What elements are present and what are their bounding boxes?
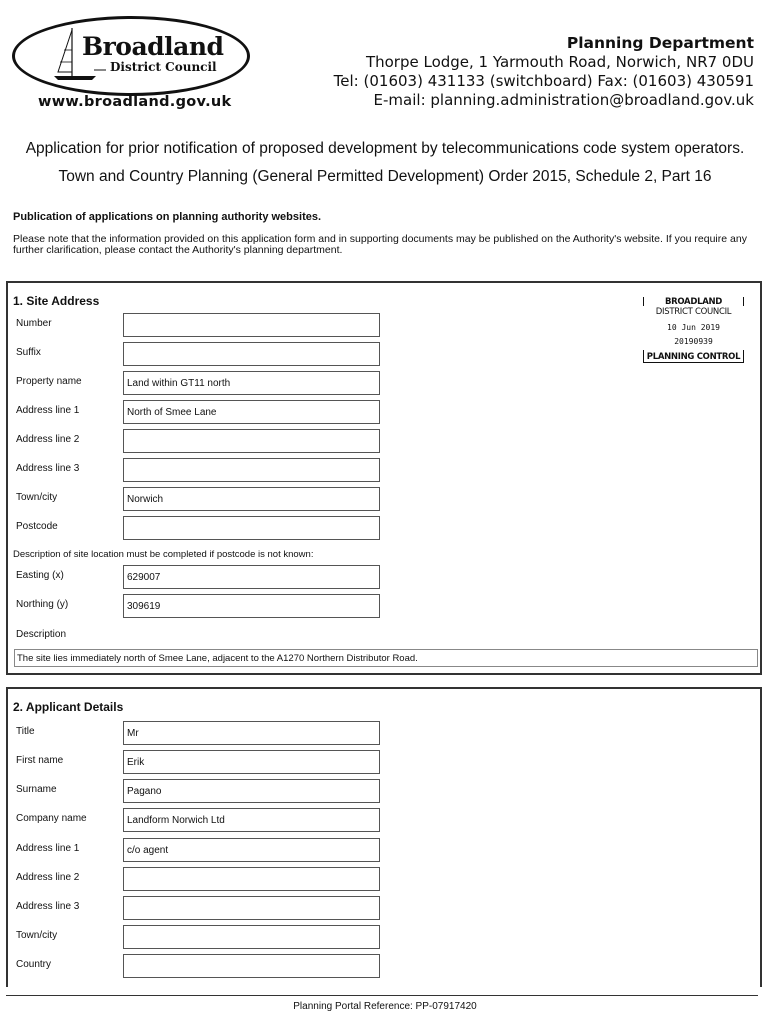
footer-divider — [6, 995, 758, 996]
department-name: Planning Department — [566, 34, 754, 52]
field-label: Easting (x) — [16, 570, 64, 581]
field-label: Title — [16, 726, 35, 737]
address-line2-field[interactable] — [123, 429, 380, 453]
company-name-field[interactable]: Landform Norwich Ltd — [123, 808, 380, 832]
department-phone: Tel: (01603) 431133 (switchboard) Fax: (01603) 430591 — [333, 72, 754, 90]
stamp-ref: 20190939 — [674, 337, 713, 346]
field-label: Town/city — [16, 930, 58, 941]
field-label: First name — [16, 755, 64, 766]
town-city-field[interactable] — [123, 925, 380, 949]
northing-field[interactable]: 309619 — [123, 594, 380, 618]
address-line1-field[interactable]: North of Smee Lane — [123, 400, 380, 424]
description-label: Description — [16, 629, 67, 640]
field-label: Address line 2 — [16, 872, 80, 883]
field-label: Address line 3 — [16, 901, 80, 912]
field-label: Northing (y) — [16, 599, 69, 610]
suffix-field[interactable] — [123, 342, 380, 366]
field-label: Address line 3 — [16, 463, 80, 474]
surname-field[interactable]: Pagano — [123, 779, 380, 803]
field-label: Surname — [16, 784, 57, 795]
location-note: Description of site location must be completed if postcode is not known: — [13, 549, 314, 560]
field-label: Number — [16, 318, 52, 329]
stamp-date: 10 Jun 2019 — [667, 323, 720, 332]
address-line1-field[interactable]: c/o agent — [123, 838, 380, 862]
field-label: Country — [16, 959, 52, 970]
site-address-section — [6, 281, 762, 675]
logo-title: Broadland — [82, 32, 224, 61]
department-email[interactable]: E-mail: planning.administration@broadland.gov.uk — [373, 91, 754, 109]
field-label: Postcode — [16, 521, 58, 532]
address-line3-field[interactable] — [123, 896, 380, 920]
description-field[interactable]: The site lies immediately north of Smee Lane, adjacent to the A1270 Northern Distributor Road. — [14, 649, 758, 667]
applicant-details-section — [6, 687, 762, 987]
received-stamp — [643, 296, 744, 366]
first-name-field[interactable]: Erik — [123, 750, 380, 774]
country-field[interactable] — [123, 954, 380, 978]
section-title: 2. Applicant Details — [13, 700, 124, 714]
address-line3-field[interactable] — [123, 458, 380, 482]
number-field[interactable] — [123, 313, 380, 337]
stamp-line1: BROADLAND — [664, 297, 723, 307]
form-subtitle: Town and Country Planning (General Permitted Development) Order 2015, Schedule 2, Part 16 — [58, 168, 712, 185]
website-link[interactable]: www.broadland.gov.uk — [38, 94, 232, 110]
field-label: Address line 1 — [16, 843, 80, 854]
publication-text: Please note that the information provided on this application form and in supporting documents may be published on the Authority's website. If you require any further clarification, please contact the Authority's planning department. — [13, 233, 747, 256]
title-field[interactable]: Mr — [123, 721, 380, 745]
field-label: Address line 1 — [16, 405, 80, 416]
stamp-line2: DISTRICT COUNCIL — [655, 307, 732, 317]
town-city-field[interactable]: Norwich — [123, 487, 380, 511]
field-label: Property name — [16, 376, 82, 387]
postcode-field[interactable] — [123, 516, 380, 540]
field-label: Address line 2 — [16, 434, 80, 445]
form-title: Application for prior notification of proposed development by telecommunications code system operators. — [25, 140, 745, 157]
easting-field[interactable]: 629007 — [123, 565, 380, 589]
address-line2-field[interactable] — [123, 867, 380, 891]
portal-reference: Planning Portal Reference: PP-07917420 — [293, 1001, 477, 1012]
department-contact — [334, 34, 754, 110]
department-address: Thorpe Lodge, 1 Yarmouth Road, Norwich, NR7 0DU — [365, 53, 754, 71]
field-label: Suffix — [16, 347, 41, 358]
council-logo — [12, 16, 248, 124]
publication-heading: Publication of applications on planning authority websites. — [13, 211, 322, 223]
section-title: 1. Site Address — [13, 294, 100, 308]
logo-subtitle: District Council — [110, 60, 217, 74]
field-label: Company name — [16, 813, 87, 824]
field-label: Town/city — [16, 492, 58, 503]
property-name-field[interactable]: Land within GT11 north — [123, 371, 380, 395]
stamp-line3: PLANNING CONTROL — [646, 352, 741, 362]
